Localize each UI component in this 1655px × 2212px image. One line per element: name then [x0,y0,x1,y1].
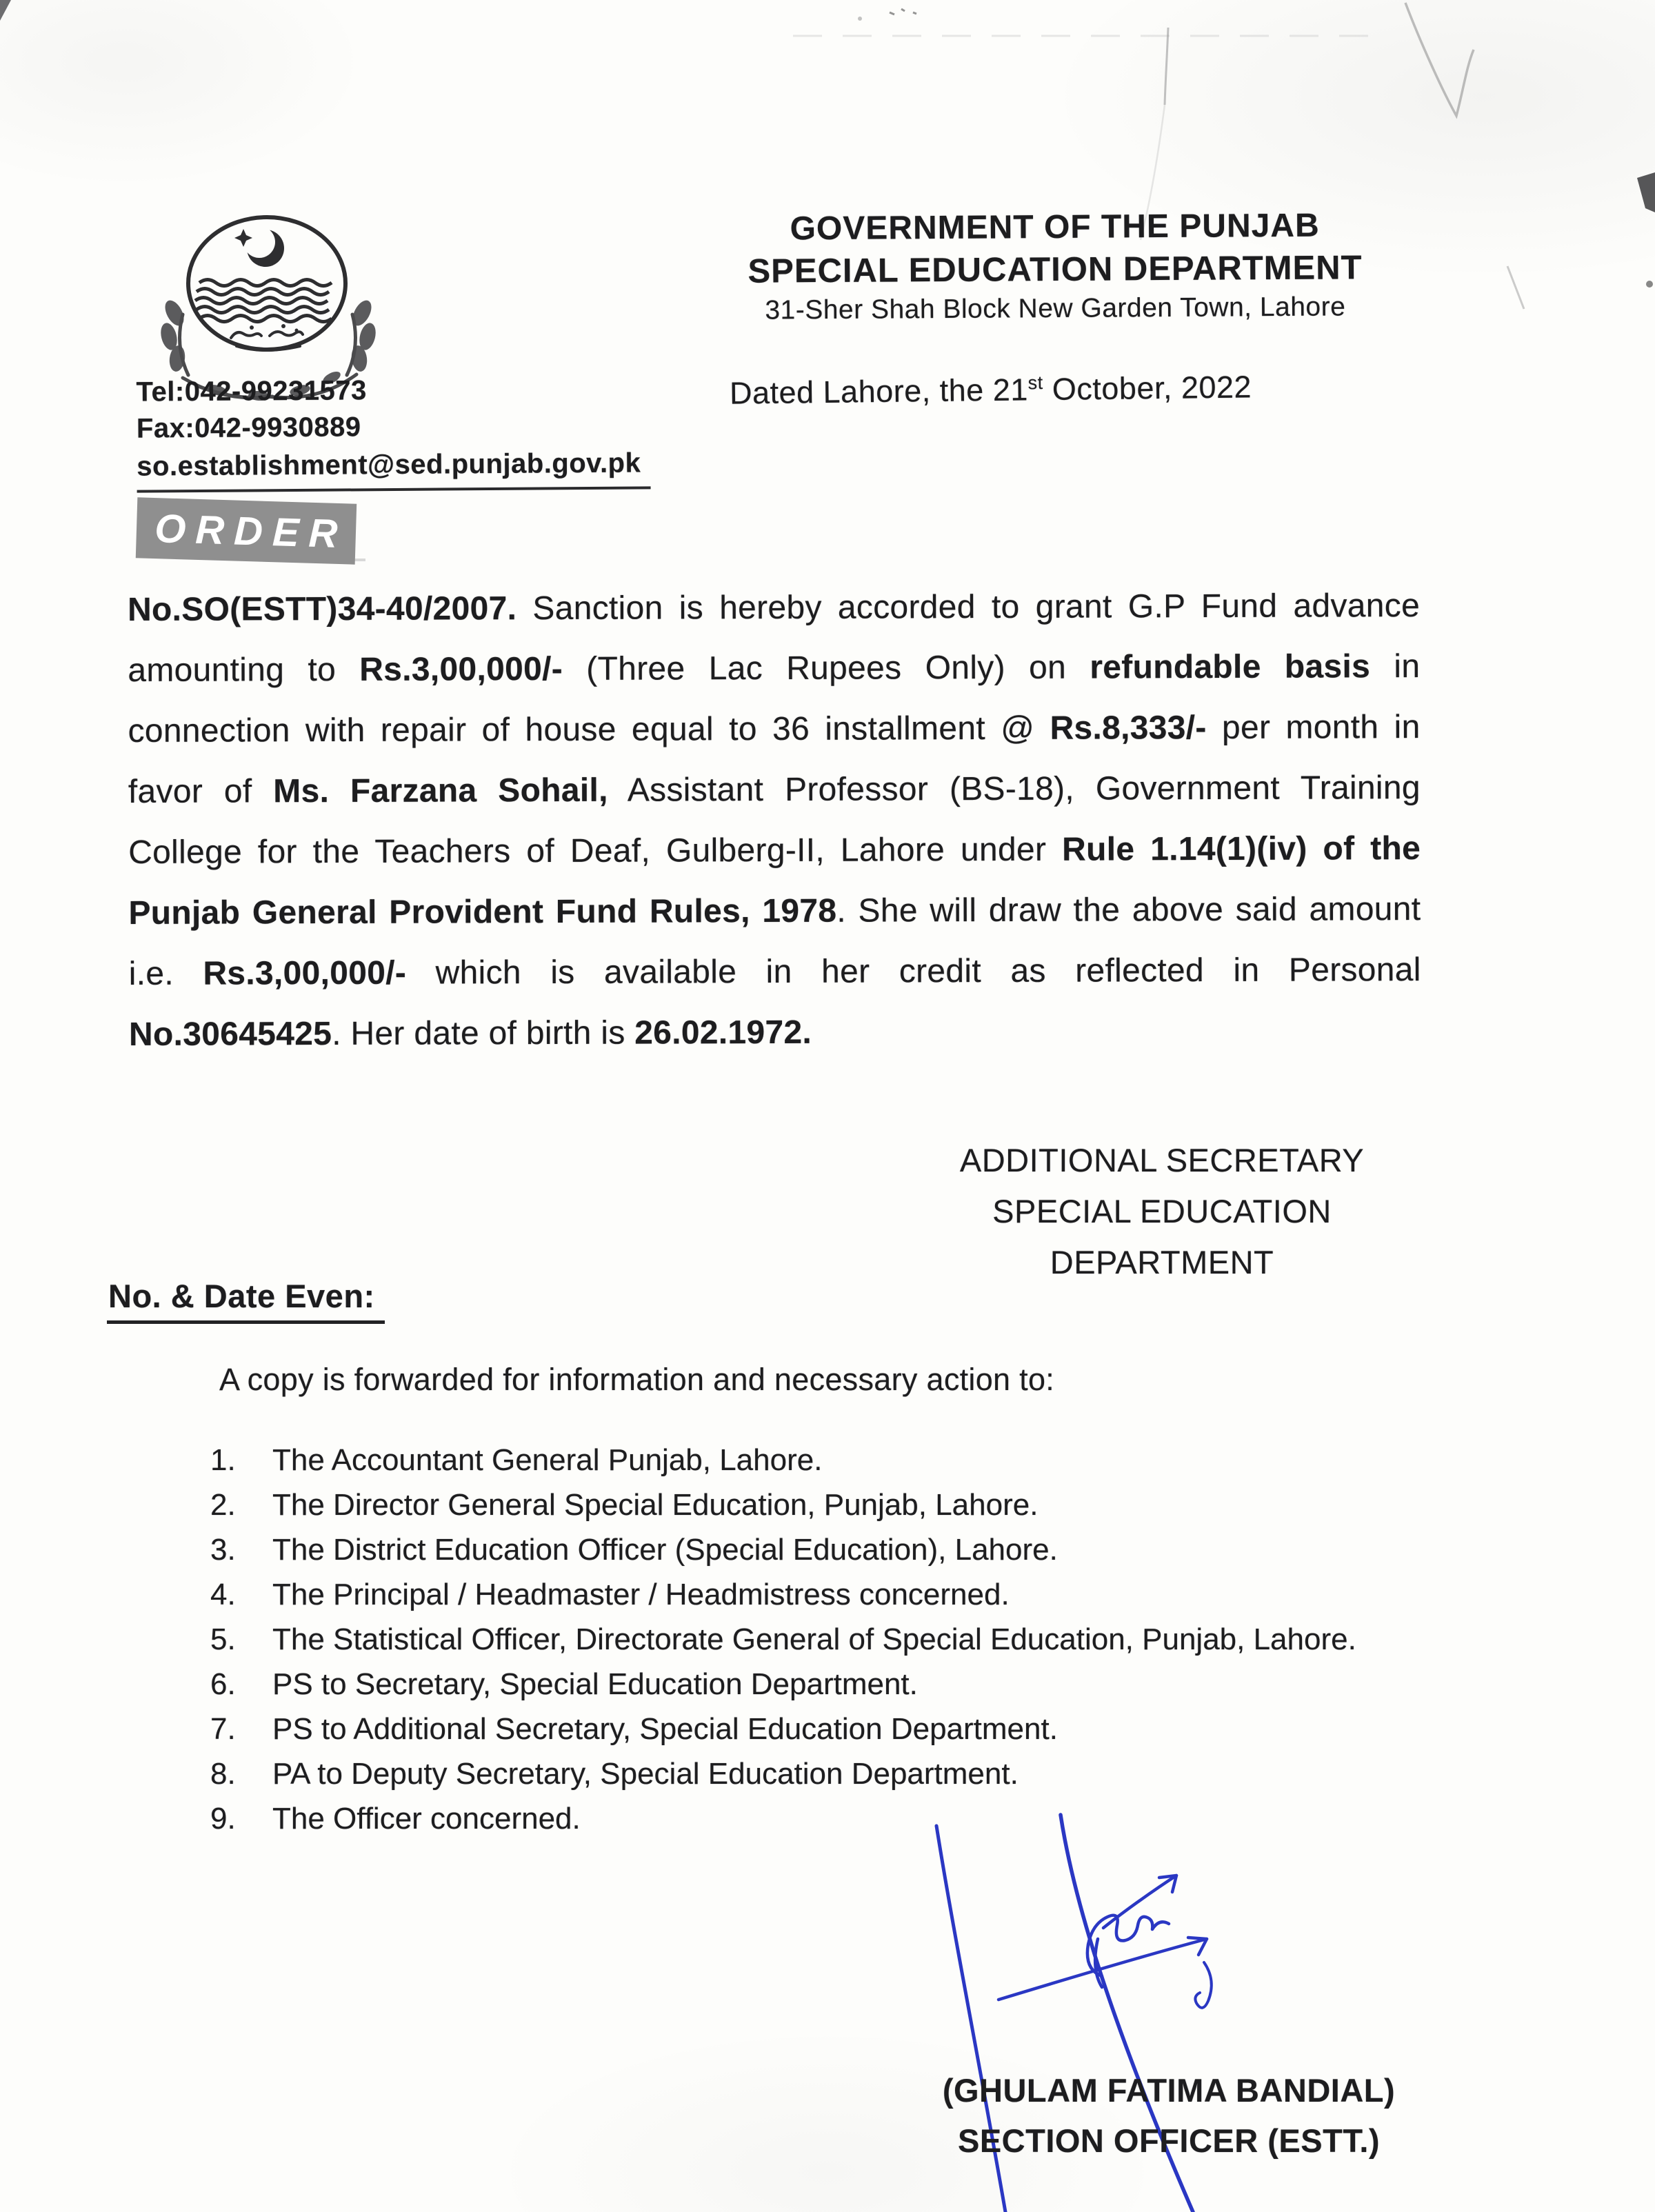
recipient-number: 7. [210,1712,236,1746]
forwarding-note: A copy is forwarded for information and necessary action to: [219,1362,1055,1397]
recipient-text: The Principal / Headmaster / Headmistress concerned. [272,1578,1010,1611]
fax-line: Fax:042-9930889 [136,412,361,444]
recipient-number: 2. [210,1488,236,1522]
department-address: 31-Sher Shah Block New Garden Town, Lahore [765,292,1346,325]
body-text-bold-segment: Rs.3,00,000/- [203,954,407,992]
recipient-number: 8. [210,1757,236,1791]
body-text-segment: . Her date of birth is [332,1014,635,1053]
body-text-segment: which is available in her credit as reflected in Personal [406,952,1421,992]
recipient-item [172,1662,1417,1707]
recipient-text: The Statistical Officer, Directorate General of Special Education, Punjab, Lahore. [272,1622,1356,1656]
issuing-authority-line: ADDITIONAL SECRETARY [959,1142,1365,1178]
recipient-number: 6. [210,1667,236,1701]
body-text-segment: Sanction is hereby accorded to grant G.P Fund advance amounting to [128,587,1421,689]
issuing-authority-line: SPECIAL EDUCATION [992,1193,1332,1229]
contact-block [136,370,650,492]
body-text-segment: (Three Lac Rupees Only) on [562,649,1090,687]
recipient-text: The District Education Officer (Special Education), Lahore. [272,1533,1058,1567]
signatory-block [872,2065,1465,2166]
recipient-text: The Director General Special Education, Punjab, Lahore. [272,1488,1039,1522]
recipient-number: 4. [210,1578,236,1611]
recipient-number: 3. [210,1533,236,1567]
recipient-number: 9. [210,1802,236,1836]
issuing-authority-block [896,1135,1427,1288]
recipient-item [172,1617,1417,1662]
recipient-item [172,1796,1417,1841]
order-body-text [128,576,1421,1065]
body-text-segment: . She will draw the above said amount i.e. [128,891,1421,992]
letterhead [675,205,1434,330]
body-text-segment: in connection with repair of house equal to 36 installment @ [128,648,1421,750]
body-text-bold-segment: Ms. Farzana Sohail, [273,772,608,810]
body-text-bold-segment: No.SO(ESTT)34-40/2007. [127,590,517,628]
recipient-text: PS to Secretary, Special Education Department. [272,1667,918,1701]
body-text-bold-segment: refundable basis [1090,648,1371,686]
recipient-item [172,1751,1417,1796]
recipient-item [172,1572,1417,1617]
reference-label: No. & Date Even: [107,1277,385,1324]
government-title: GOVERNMENT OF THE PUNJAB [790,207,1320,248]
date-prefix: Dated Lahore, the 21 [729,372,1029,411]
recipient-text: The Officer concerned. [272,1802,581,1836]
order-heading [136,497,357,564]
date-line [730,369,1252,411]
recipient-item [172,1438,1417,1482]
body-text-bold-segment: 26.02.1972. [634,1014,812,1052]
recipient-item [172,1527,1417,1572]
recipient-number: 5. [210,1622,236,1656]
body-text-bold-segment: Rs.8,333/- [1050,710,1207,747]
signatory-name: (GHULAM FATIMA BANDIAL) [942,2072,1396,2109]
recipients-list [172,1438,1417,1841]
issuing-authority-line: DEPARTMENT [1050,1244,1274,1280]
recipient-item [172,1482,1417,1527]
body-text-segment: Assistant Professor (BS-18), Government Training College for the Teachers of Deaf, Gulberg-II, Lahore under [128,770,1421,871]
order-heading-label: ORDER [154,505,348,556]
recipient-number: 1. [210,1443,236,1477]
email-line: so.establishment@sed.punjab.gov.pk [137,445,650,492]
tel-line: Tel:042-99231573 [136,375,367,408]
signatory-title: SECTION OFFICER (ESTT.) [957,2122,1381,2159]
date-ordinal: st [1027,372,1043,394]
recipient-text: PS to Additional Secretary, Special Education Department. [272,1712,1058,1746]
body-text-segment: per month in favor of [128,709,1421,810]
body-text-bold-segment: Rs.3,00,000/- [359,650,563,688]
department-title: SPECIAL EDUCATION DEPARTMENT [748,249,1363,290]
date-suffix: October, 2022 [1043,369,1252,408]
recipient-text: The Accountant General Punjab, Lahore. [272,1443,823,1477]
body-text-bold-segment: Rule 1.14(1)(iv) of the Punjab General Provident Fund Rules, 1978 [128,830,1421,932]
recipient-text: PA to Deputy Secretary, Special Education Department. [272,1757,1019,1791]
body-text-bold-segment: No.30645425 [128,1016,332,1053]
recipient-item [172,1707,1417,1751]
